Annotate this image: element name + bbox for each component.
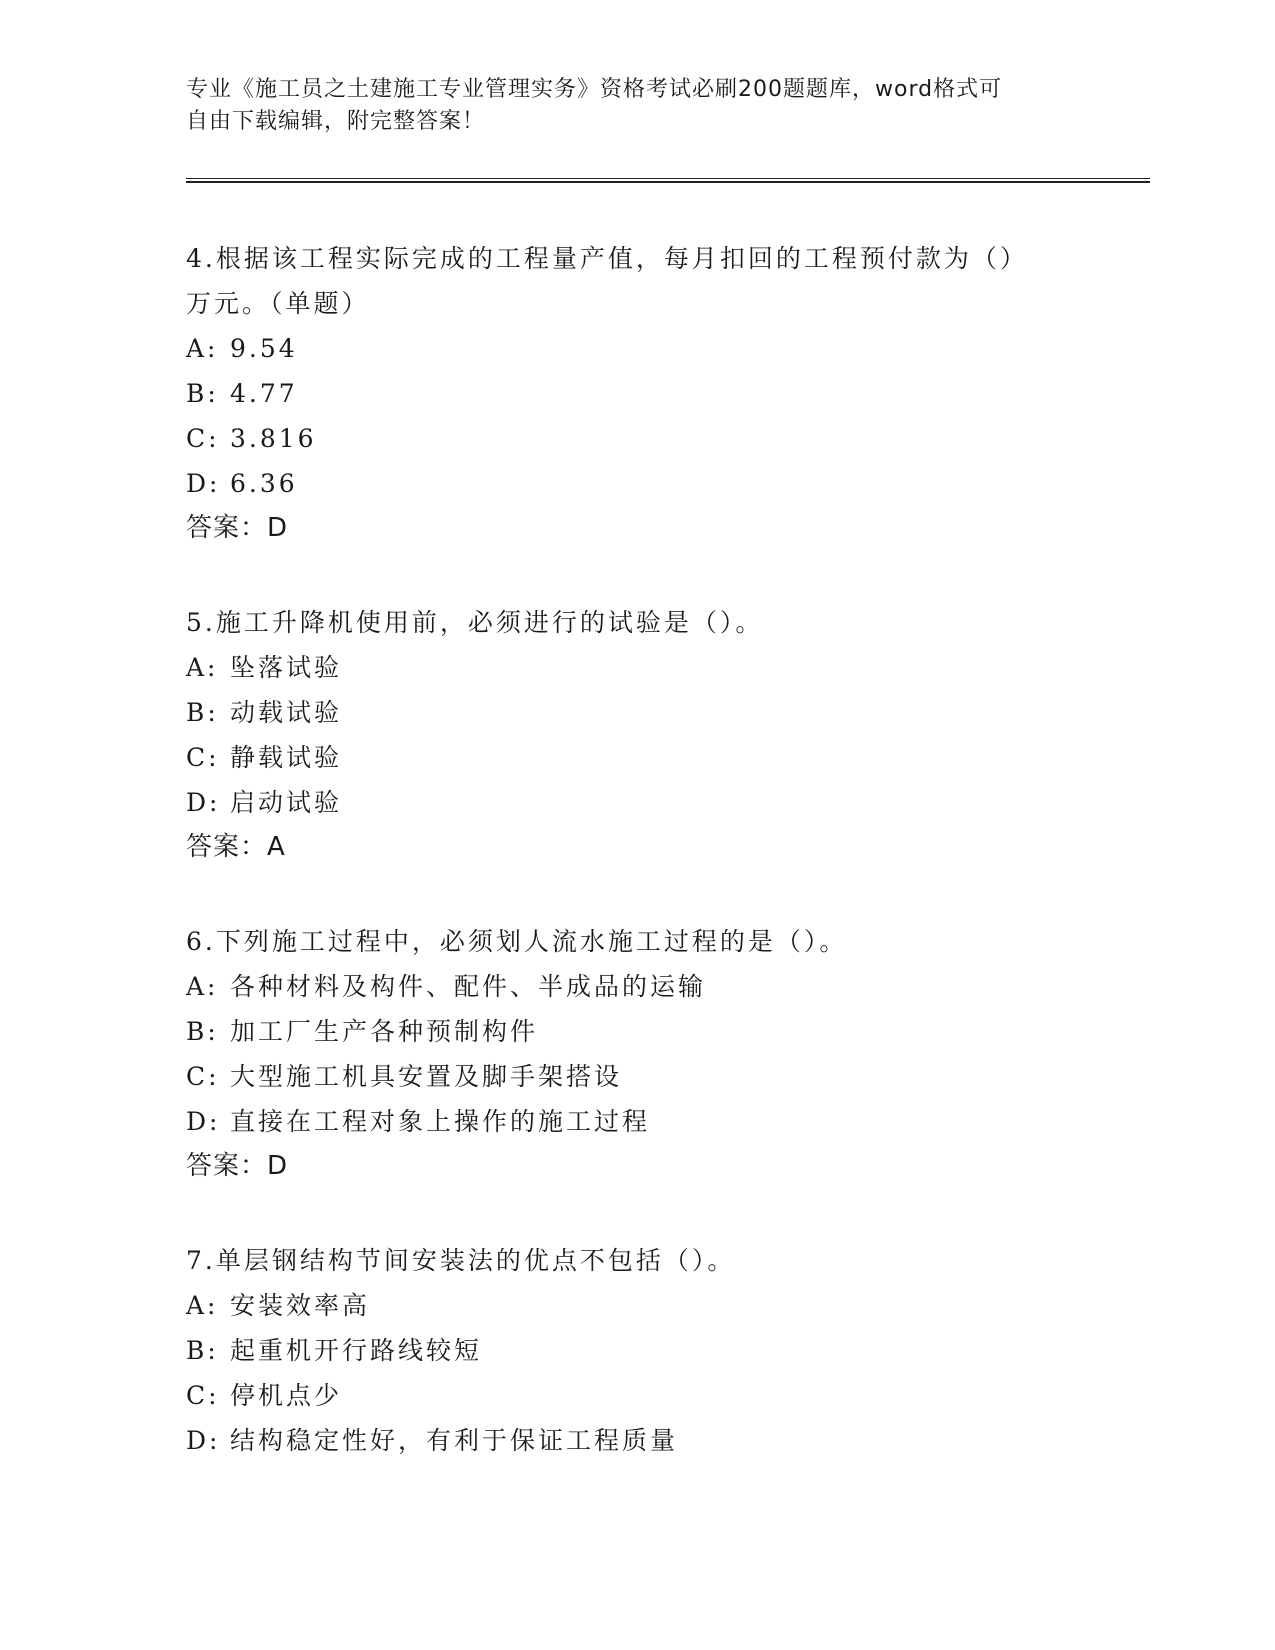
question-5 [186, 600, 1086, 870]
option-letter: B: [186, 1017, 219, 1046]
option-text: 直接在工程对象上操作的施工过程 [230, 1107, 651, 1136]
option-text: 各种材料及构件、配件、半成品的运输 [230, 972, 707, 1001]
question-7 [186, 1238, 1086, 1463]
option-text: 停机点少 [230, 1381, 343, 1410]
option-letter: C: [186, 1381, 220, 1410]
option-c [186, 416, 1086, 461]
option-text: 加工厂生产各种预制构件 [230, 1017, 539, 1046]
header-divider [186, 178, 1150, 183]
option-b [186, 371, 1086, 416]
option-d [186, 1099, 1086, 1144]
option-text: 安装效率高 [230, 1291, 371, 1320]
option-letter: D: [186, 1107, 221, 1136]
header-title-line-1: 专业《施工员之土建施工专业管理实务》资格考试必刷200题题库，word格式可 [186, 77, 1003, 102]
option-text: 起重机开行路线较短 [230, 1336, 483, 1365]
option-text: 3.816 [230, 424, 317, 453]
option-text: 静载试验 [230, 743, 343, 772]
option-text: 动载试验 [230, 698, 343, 727]
option-letter: A: [186, 653, 219, 682]
question-6 [186, 919, 1086, 1189]
question-stem: 4.根据该工程实际完成的工程量产值，每月扣回的工程预付款为（） [186, 244, 1028, 273]
question-list [186, 236, 1086, 1512]
option-b [186, 690, 1086, 735]
question-4 [186, 236, 1086, 551]
option-text: 启动试验 [230, 788, 343, 817]
option-text: 9.54 [230, 334, 298, 363]
option-letter: A: [186, 972, 219, 1001]
option-text: 结构稳定性好，有利于保证工程质量 [230, 1426, 679, 1455]
option-letter: B: [186, 698, 219, 727]
option-a [186, 964, 1086, 1009]
question-stem: 7.单层钢结构节间安装法的优点不包括（）。 [186, 1246, 736, 1275]
option-c [186, 1373, 1086, 1418]
option-a [186, 1283, 1086, 1328]
header-title-line-2: 自由下载编辑，附完整答案！ [186, 109, 486, 134]
option-letter: A: [186, 334, 219, 363]
option-text: 6.36 [230, 469, 298, 498]
option-letter: C: [186, 424, 220, 453]
question-stem-continued: 万元。（单题） [186, 289, 370, 318]
question-stem: 6.下列施工过程中，必须划人流水施工过程的是（）。 [186, 927, 848, 956]
option-letter: B: [186, 379, 219, 408]
option-letter: D: [186, 788, 221, 817]
option-a [186, 645, 1086, 690]
answer-line: 答案：D [186, 1151, 289, 1181]
option-d [186, 461, 1086, 506]
answer-line: 答案：D [186, 513, 289, 543]
option-d [186, 1418, 1086, 1463]
option-letter: B: [186, 1336, 219, 1365]
option-c [186, 1054, 1086, 1099]
option-letter: C: [186, 1062, 220, 1091]
document-header [186, 74, 1066, 138]
option-b [186, 1328, 1086, 1373]
option-text: 4.77 [230, 379, 298, 408]
option-b [186, 1009, 1086, 1054]
option-text: 坠落试验 [230, 653, 343, 682]
option-letter: D: [186, 1426, 221, 1455]
option-letter: C: [186, 743, 220, 772]
option-c [186, 735, 1086, 780]
option-letter: A: [186, 1291, 219, 1320]
option-text: 大型施工机具安置及脚手架搭设 [230, 1062, 623, 1091]
question-stem: 5.施工升降机使用前，必须进行的试验是（）。 [186, 608, 764, 637]
option-a [186, 326, 1086, 371]
answer-line: 答案：A [186, 832, 286, 862]
option-d [186, 780, 1086, 825]
option-letter: D: [186, 469, 221, 498]
